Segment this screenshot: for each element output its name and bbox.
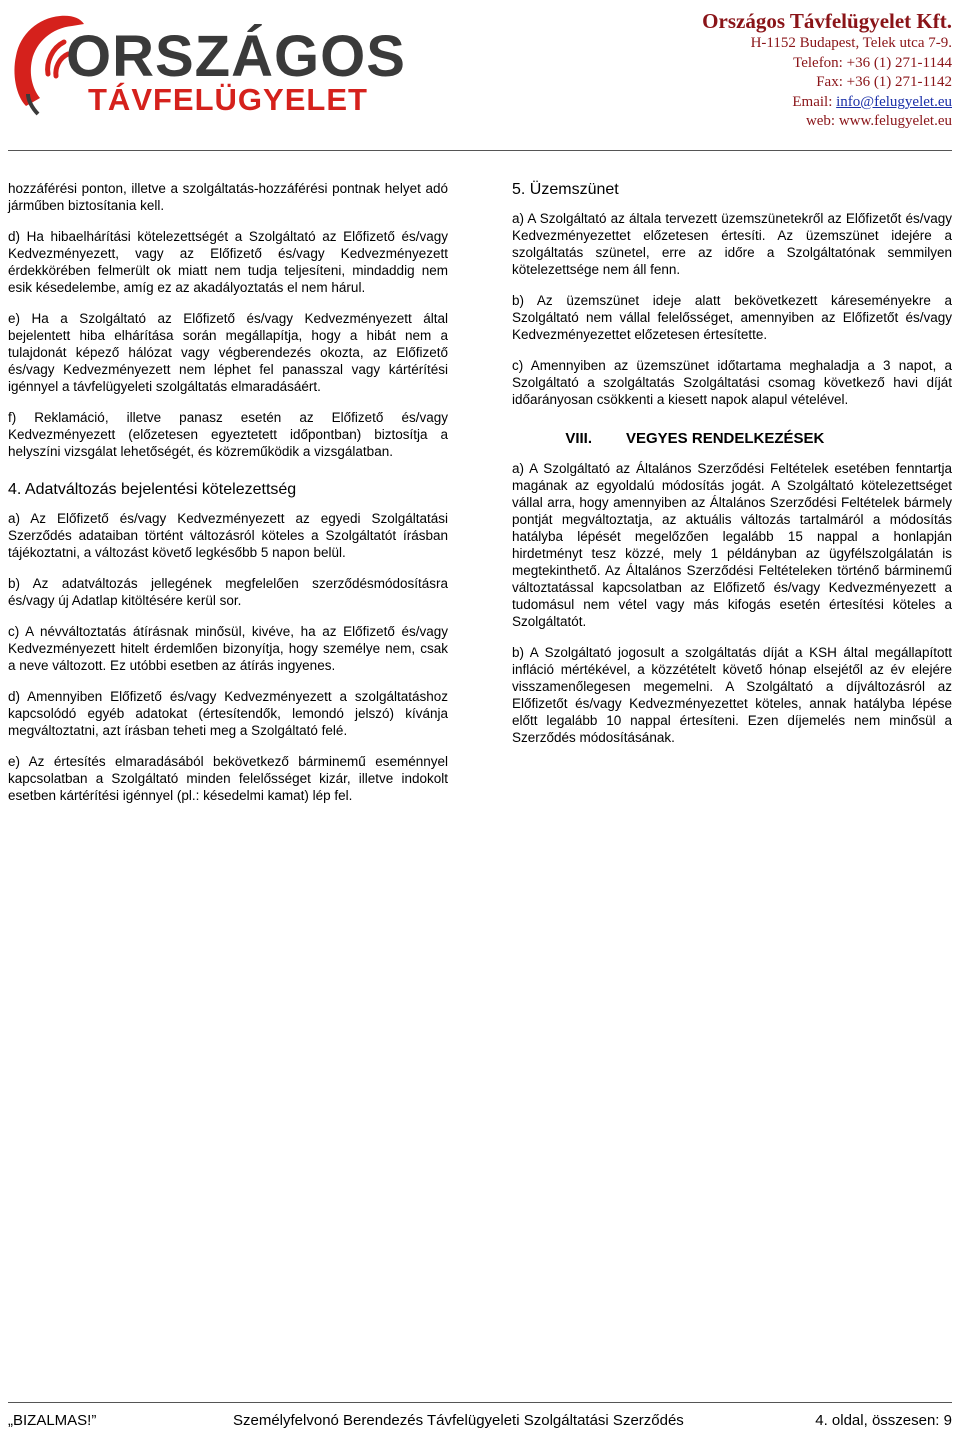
paragraph-f: f) Reklamáció, illetve panasz esetén az Előfizető és/vagy Kedvezményezett (előzetesen egyeztetett időpontban) biztosítja a helyszíni vizsgálat lehetőségét, és közreműködik a vizsgálatban.	[8, 410, 448, 459]
footer-divider	[8, 1402, 952, 1403]
footer-confidential: „BIZALMAS!”	[8, 1412, 97, 1429]
company-logo	[8, 4, 406, 124]
header-divider	[8, 150, 952, 151]
section-4-b: b) Az adatváltozás jellegének megfelelően szerződésmódosításra és/vagy új Adatlap kitöltésére kerül sor.	[8, 576, 448, 608]
section-8-a: a) A Szolgáltató az Általános Szerződési Feltételek esetében fenntartja magának az egyoldalú módosítás jogát. A Szolgáltató kötelezettséget vállal arra, hogy amennyiben az Általános Szerződési Feltételek bármely pontját megváltoztatja, az aktuális változás tartalmáról a módosítás hatályba lépését megelőzően legalább 15 nappal a honlapján hirdetményt tesz közzé, mely 1 példányban az ügyfélszolgálatán is megtekinthető. Az Általános Szerződési Feltételeken történő bárminemű változtatással kapcsolatban az Előfizető és/vagy Kedvezményezett a tudomásul nem vétel vagy más kifogás esetén értesítési köteles a Szolgáltatót.	[512, 461, 952, 629]
company-address: H-1152 Budapest, Telek utca 7-9.	[750, 35, 952, 51]
email-link[interactable]: info@felugyelet.eu	[836, 93, 952, 110]
paragraph-d: d) Ha hibaelhárítási kötelezettségét a Szolgáltató az Előfizető és/vagy Kedvezményezett, vagy az Előfizető és/vagy Kedvezményezett érdekkörében felmerült ok miatt nem tudja teljesíteni, mindaddig nem esik késedelembe, amíg ez az akadályoztatás el nem hárul.	[8, 229, 448, 295]
company-name: Országos Távfelügyelet Kft.	[702, 9, 952, 33]
section-5-b: b) Az üzemszünet ideje alatt bekövetkezett káreseményekre a Szolgáltató nem vállal felelősséget, amennyiben az Előfizetőt és/vagy Kedvezményezettet előzetesen értesítette.	[512, 293, 952, 342]
footer-page-number: 4. oldal, összesen: 9	[815, 1412, 952, 1429]
company-phone: Telefon: +36 (1) 271-1144	[793, 54, 952, 71]
company-fax: Fax: +36 (1) 271-1142	[816, 74, 952, 90]
section-4-a: a) Az Előfizető és/vagy Kedvezményezett az egyedi Szolgáltatási Szerződés adataiban történt változásról köteles a Szolgáltatót írásban tájékoztatni, a változást követő legkésőbb 5 napon belül.	[8, 511, 448, 560]
paragraph-continuation: hozzáférési ponton, illetve a szolgáltatás-hozzáférési pontnak helyet adó járműben biztosítania kell.	[8, 181, 448, 213]
company-email	[702, 93, 952, 113]
right-column	[512, 180, 952, 760]
section-5-a: a) A Szolgáltató az általa tervezett üzemszünetekről az Előfizetőt és/vagy Kedvezményezettet előzetesen értesíti. Az üzemszünet idejére a szolgáltatás szünetel, erre az időre a Szolgáltatónak semmilyen kötelezettsége nem áll fenn.	[512, 211, 952, 277]
company-web: web: www.felugyelet.eu	[805, 113, 952, 129]
section-4-d: d) Amennyiben Előfizető és/vagy Kedvezményezett a szolgáltatáshoz kapcsolódó egyéb adatokat (értesítendők, lemondó jelszó) kívánja megváltoztatni, azt írásban teheti meg a Szolgáltató felé.	[8, 689, 448, 738]
section-5-title: 5. Üzemszünet	[512, 181, 619, 198]
company-contact-block	[702, 8, 952, 132]
logo-graphic	[8, 4, 406, 124]
section-4-c: c) A névváltoztatás átírásnak minősül, kivéve, ha az Előfizető és/vagy Kedvezményezett hitelt érdemlően bizonyítja, hogy személye nem, csak a neve változott. Ez utóbbi esetben az átírás ingyenes.	[8, 624, 448, 673]
section-8-heading	[512, 430, 952, 448]
section-4-e: e) Az értesítés elmaradásából bekövetkező bárminemű eseménnyel kapcsolatban a Szolgáltató minden felelősséget kizár, illetve indokolt esetben kártérítési igénnyel (pl.: késedelmi kamat) lép fel.	[8, 754, 448, 803]
paragraph-e: e) Ha a Szolgáltató az Előfizető és/vagy Kedvezményezett által bejelentett hiba elhárítása során megállapítja, hogy a hibát nem a tulajdonát képező hálózat vagy végberendezés okozta, az Előfizető és/vagy Kedvezményezett nem léphet fel panasszal vagy kártérítési igénnyel a távfelügyeleti szolgáltatás elmaradásáért.	[8, 311, 448, 394]
section-8-number: VIII.	[565, 430, 592, 447]
section-4-title: 4. Adatváltozás bejelentési kötelezettség	[8, 481, 297, 498]
section-8-title: VEGYES RENDELKEZÉSEK	[626, 430, 825, 447]
email-label: Email:	[792, 93, 837, 110]
logo-text-top: ORSZÁGOS	[66, 24, 406, 89]
section-8-b: b) A Szolgáltató jogosult a szolgáltatás díját a KSH által megállapított infláció mértékével, a közzétételt követő hónap elsejétől az év elejére visszamenőlegesen megemelni. A Szolgáltató a díjváltozásról az Előfizetőt és/vagy Kedvezményezettet köteles, annak hatályba lépése előtt legalább 10 nappal értesíteni. Ezen díjemelés nem minősül a Szerződés módosításának.	[512, 645, 952, 745]
footer-document-title: Személyfelvonó Berendezés Távfelügyeleti Szolgáltatási Szerződés	[233, 1412, 684, 1429]
page-header	[0, 0, 960, 150]
left-column	[8, 180, 448, 818]
logo-text-bottom: TÁVFELÜGYELET	[88, 82, 368, 117]
section-5-c: c) Amennyiben az üzemszünet időtartama meghaladja a 3 napot, a Szolgáltató a szolgáltatás Szolgáltatási csomag következő havi díját időarányosan csökkenti a kiesett napok alapul vételével.	[512, 358, 952, 407]
